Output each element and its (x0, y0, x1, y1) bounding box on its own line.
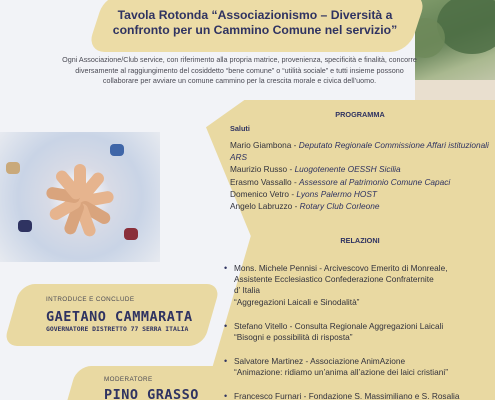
greeting-item: Erasmo Vassallo - Assessore al Patrimonio Comune Capaci (230, 176, 451, 187)
talk-item: • Salvatore Martinez - Associazione AnimAzione “Animazione: ridiamo un’anima all’azione dei laici cristiani” (224, 356, 448, 378)
greetings-list (230, 139, 495, 212)
introducer-role: GOVERNATORE DISTRETTO 77 SERRA ITALIA (46, 325, 189, 333)
introducer-block (46, 296, 216, 333)
greeting-item: Domenico Vetro - Lyons Palermo HOST (230, 188, 377, 199)
bullet-icon: • (224, 263, 228, 273)
talk-item: • Francesco Furnari - Fondazione S. Massimiliano e S. Rosalia (234, 391, 494, 400)
bullet-icon: • (224, 356, 228, 366)
intro-text: Ogni Associazione/Club service, con riferimento alla propria matrice, provenienza, specificità e finalità, concorre diversamente al raggiungimento del cosiddetto “bene comune” o “utilità sociale” e tutti insieme possono collaborare per avviare un comune cammino per la crescita morale e civica dell’uomo. (62, 55, 417, 85)
landscape-photo (415, 0, 495, 110)
program-heading: PROGRAMMA (335, 110, 385, 119)
greeting-item: Mario Giambona - Deputato Regionale Commissione Affari istituzionali ARS (230, 140, 489, 163)
talk-item: • Stefano Vitello - Consulta Regionale Aggregazioni Laicali “Bisogni e possibilità di risposta” (224, 321, 444, 343)
moderator-label: MODERATORE (104, 376, 153, 383)
moderator-block (104, 376, 224, 400)
introducer-label: INTRODUCE E CONCLUDE (46, 296, 135, 303)
introducer-name: GAETANO CAMMARATA (46, 309, 193, 325)
bullet-icon: • (224, 321, 228, 331)
talk-item: • Mons. Michele Pennisi - Arcivescovo Emerito di Monreale, Assistente Ecclesiastico Confederazione Confraternite d’ Italia “Aggregazioni Laicali e Sinodalità” (224, 263, 448, 307)
joined-hands-photo (0, 132, 160, 262)
talks-heading: RELAZIONI (340, 236, 380, 245)
moderator-name: PINO GRASSO (104, 387, 199, 400)
greetings-heading: Saluti (230, 124, 250, 133)
greeting-item: Maurizio Russo - Luogotenente OESSH Sicilia (230, 164, 401, 175)
greeting-item: Angelo Labruzzo - Rotary Club Corleone (230, 201, 380, 212)
bullet-icon: • (224, 391, 228, 400)
event-title: Tavola Rotonda “Associazionismo – Diversità a confronto per un Cammino Comune nel servizio” (112, 8, 398, 37)
